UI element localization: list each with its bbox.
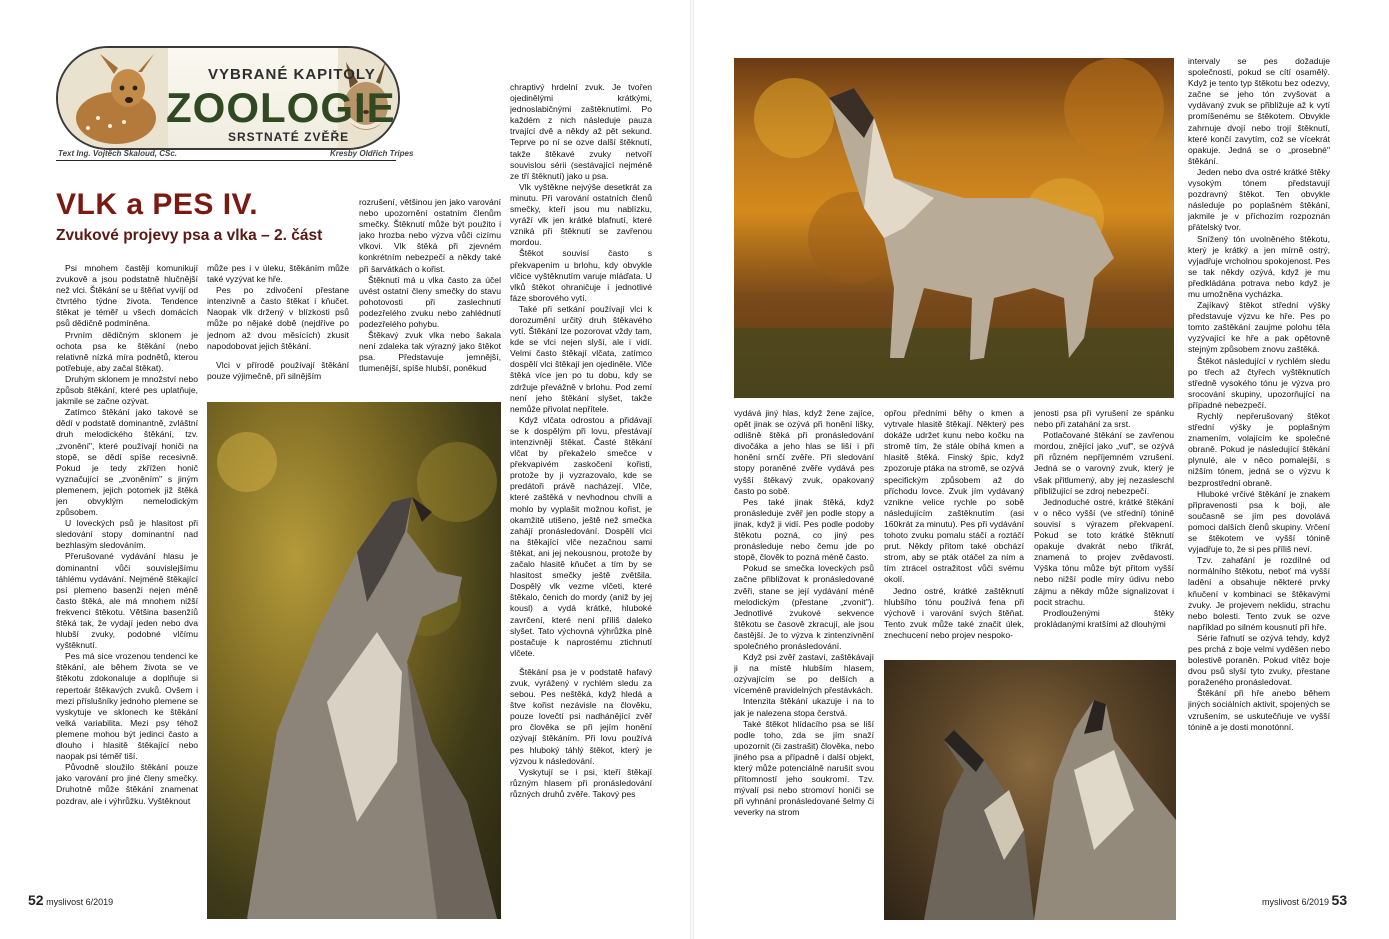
article-subheadline: Zvukové projevy psa a vlka – 2. část xyxy=(56,227,323,244)
paragraph: Pes má sice vrozenou tendenci ke štěkání, ale během života se ve štěkotu zdokonaluje a doplňuje si repertoár štěkavých zvuků. Ovšem i mezi příslušníky jednoho plemene se vyskytuje ve sklonech ke štěkání velká variabilita. Mezi psy téhož plemene mohou být jedinci často a dlouho i hlasitě štěkající nebo naopak psi téměř tiší. xyxy=(56,651,198,762)
paragraph: Prodlouženými štěky prokládanými kratšími až dlouhými xyxy=(1034,607,1174,629)
paragraph: vydává jiný hlas, když žene zajíce, opět jinak se ozývá při honění lišky, odlišně štěká při pronásledování divočáka a jeho hlas se liší i při honění srnčí zvěře. Při sledování stopy poraněné zvěře vydává pes vyšší štěkavý zvuk, opakovaný často po sobě. xyxy=(734,408,874,496)
text-column-2 xyxy=(207,263,349,397)
left-page xyxy=(0,0,690,939)
paragraph: Původně sloužilo štěkání pouze jako varování pro jiné členy smečky. Druhotně může štěkání znamenat pozdrav, ale i výhrůžku. Vyštěknout xyxy=(56,762,198,806)
paragraph: Potlačované štěkání se zavřenou mordou, znějící jako „vuf", se ozývá při různém nepříjemném vzrušení. Jedná se o varovný zvuk, který je však přitlumený, aby jej nezasleschl přibližující se zdroj nebezpečí. xyxy=(1034,430,1174,496)
right-page xyxy=(694,0,1389,939)
paragraph: jenosti psa při vyrušení ze spánku nebo při zatahání za srst. xyxy=(1034,408,1174,430)
wolf-silhouette xyxy=(207,402,501,919)
text-column-1 xyxy=(56,263,198,885)
banner-title: ZOOLOGIE xyxy=(166,84,396,131)
howling-wolf-photo xyxy=(207,402,501,919)
text-column-8 xyxy=(1188,56,1330,882)
paragraph: Rychlý nepřerušovaný štěkot střední výšky je poplašným znamením, volajícím ke společné obraně. Pokud je následující štěkání plynulé, ale v něco pomalejší, s nižším tónem, jedná se o výzvu k bezprostřední obraně. xyxy=(1188,411,1330,488)
paragraph: Jeden nebo dva ostré krátké štěky vysokým tónem představují pozdravný štěkot. Ten obvykle následuje po poplašném štěkání, jakmile je v příchozím rozpoznán přátelský tvor. xyxy=(1188,166,1330,233)
paragraph: Tzv. zahafání je rozdílné od normálního štěkotu, neboť má vyšší ladění a obsahuje některé prvky kňučení v kombinaci se štěkavými zvuky. Je projevem neklidu, strachu nebo bolesti. Tento zvuk se ozve například po silném kousnutí při hře. xyxy=(1188,555,1330,632)
paragraph: Štěkání psa je v podstatě hafavý zvuk, vyrážený v rychlém sledu za sebou. Pes neštěká, když hledá a štve kořist nezávisle na člověku, pouze lovečtí psi nadhánějící zvěř pro člověka se při jejím honění ozývají štěkáním. Při lovu používá pes hluboký táhlý štěkot, který je výzvou k následování. xyxy=(510,666,652,766)
author-credit: Text Ing. Vojtěch Škaloud, CSc. xyxy=(58,149,177,158)
article-headline: VLK a PES IV. xyxy=(56,188,259,221)
section-banner xyxy=(56,46,400,150)
paragraph: Jednoduché ostré, krátké štěkání v o něco vyšší (ve střední) tónině souvisí s výrazem překvapení. Pokud se toto krátké štěknutí opakuje dvakrát nebo třikrát, znamená to projev zvědavosti. Výška tónu může být přitom vyšší nebo nižší podle míry údivu nebo zájmu a někdy může signalizovat i pocit strachu. xyxy=(1034,496,1174,607)
paragraph: Intenzita štěkání ukazuje i na to jak je nalezena stopa čerstvá. xyxy=(734,696,874,718)
page-number: 52 xyxy=(28,892,44,908)
paragraph: může pes i v úleku, štěkáním může také vyzývat ke hře. xyxy=(207,263,349,285)
banner-subtitle: VYBRANÉ KAPITOLY xyxy=(208,66,376,83)
magazine-issue: myslivost 6/2019 xyxy=(1262,897,1330,907)
wolf-silhouette xyxy=(734,58,1174,398)
paragraph: Přerušované vydávání hlasu je dominantní vůči souvislejšímu táhlému vydávání. Nejméně štěkající psí plemeno basenži nejen méně často štěká, ale má mnohem nižší frekvenci štěkotu. Většina basenžíů štěká tak, že vydají jeden nebo dva hlubší zvuky, podobné vlčímu vyštěknutí. xyxy=(56,551,198,651)
paragraph: intervaly se pes dožaduje společnosti, pokud se cítí osamělý. Když je tento typ štěkotu bez odezvy, začne se jeho tón zvyšovat a vydávaný zvuk se přibližuje až k vytí promíšenému se štěkotem. Obvykle zahrnuje dvojí nebo trojí štěknutí, které končí zavytím, což se vícekrát opakuje. Jedná se o „prosebné" štěkání. xyxy=(1188,56,1330,166)
paragraph: Když psi zvěř zastaví, zaštěkávají ji na místě hlubším hlasem, ozývajícím se po delších a víceméně pravidelných přestávkách. xyxy=(734,652,874,696)
text-column-7 xyxy=(1034,408,1174,658)
magazine-issue: myslivost 6/2019 xyxy=(46,897,114,907)
paragraph: rozrušení, většinou jen jako varování nebo upozornění ostatním členům smečky. Štěknutí může být použito i jako hrozba nebo výzva vůči cizímu vlkovi. Vlk štěká při zjevném konkrétním nebezpečí a někdy také při šarvátkách o kořist. xyxy=(359,197,501,274)
left-folio xyxy=(28,892,113,908)
paragraph: Také při setkání používají vlci k dorozumění určitý druh štěkavého vytí. Štěkání lze pozorovat vždy tam, kde se vlci nejen slyší, ale i vidí. Velmi často štěkají vlčata, zatímco dospělí vlci štěkají jen ojediněle. Vlče štěká více jen po tu dobu, kdy se zdržuje převážně v brlohu. Pod zemí není jeho štěkání slyšet, takže nemůže přivolat nepřítele. xyxy=(510,303,652,414)
paragraph: Vlci v přírodě používají štěkání pouze výjimečně, při silnějším xyxy=(207,359,349,381)
paragraph: Druhým sklonem je množství nebo způsob štěkání, které pes uplatňuje, jakmile se začne ozývat. xyxy=(56,373,198,407)
text-column-5 xyxy=(734,408,874,884)
paragraph: Vlk vyštěkne nejvýše desetkrát za minutu. Při varování ostatních členů smečky, kteří jsou mu nablízku, vyráží vlk jen krátké blafnutí, které vzniká při štěknutí se zavřenou mordou. xyxy=(510,181,652,248)
text-column-4 xyxy=(510,82,652,882)
paragraph: Také štěkot hlídacího psa se liší podle toho, zda se jím snaží upozornit (či zastrašit) člověka, nebo jiného psa a případně i další objekt, který může potenciálně narušit svou přítomností jeho soukromí. Tzv. mývalí psi nebo stromoví honiči se při vyhnání pronásledované šelmy či veverky na strom xyxy=(734,718,874,818)
page-number: 53 xyxy=(1331,892,1348,908)
banner-subtitle-secondary: SRSTNATÉ ZVĚŘE xyxy=(228,130,350,144)
paragraph: Štěkání při hře anebo během jiných sociálních aktivit, spojených se vzrušením, se uskutečňuje ve vyšší tónině a je dosti monotónní. xyxy=(1188,688,1330,732)
paragraph: opřou předními běhy o kmen a vytrvale hlasitě štěkají. Některý pes dokáže udržet kunu nebo kočku na stromě tím, že stále obíhá kmen a hlasitě štěká. Finský špic, když zpozoruje ptáka na stromě, se ozývá specifickým způsobem až do příchodu lovce. Zvuk jím vydávaný vznikne velice rychle po sobě následujícím zaštěknutím (asi 160krát za minutu). Pes při vydávání tohoto zvuku pomalu stáčí a roztáčí prut. Někdy přitom také obchází strom, aby se pták otáčel za ním a tím ztrácel ostražitost vůči svému okolí. xyxy=(884,408,1024,585)
paragraph: Štěkavý zvuk vlka nebo šakala není zdaleka tak výrazný jako štěkot psa. Představuje jemnější, tlumenější, spíše hlubší, poněkud xyxy=(359,330,501,374)
right-folio xyxy=(1262,892,1347,908)
wolf-howling-autumn-photo xyxy=(734,58,1174,398)
paragraph: Snížený tón uvolněného štěkotu, který je krátký a jen mírně ostrý, vyjadřuje vrcholnou spokojenost. Pes se tak někdy ozývá, když je mu předkládána potrava nebo když je mu umožněna vycházka. xyxy=(1188,233,1330,299)
paragraph: Jedno ostré, krátké zaštěknutí hlubšího tónu používá fena při výchově i varování svých štěňat. Tento zvuk může také značit úlek, znechucení nebo projev nespoko- xyxy=(884,585,1024,640)
divider xyxy=(56,160,396,161)
text-column-6 xyxy=(884,408,1024,658)
paragraph: Zatímco štěkání jako takové se dědí v podstatě dominantně, zvláštní druh melodického štěkání, tzv. „zvonění", které používají honiči na stopě, se dědí spíše recesivně. Pokud je tedy zkřížen honič vyznačující se „zvoněním" s jiným plemenem, jejich potomek již štěká jen obvyklým nemelodickým způsobem. xyxy=(56,407,198,518)
illustrator-credit: Kresby Oldřich Tripes xyxy=(330,149,414,158)
fawn-illustration xyxy=(58,48,168,148)
paragraph: U loveckých psů je hlasitost při sledování stopy dominantní nad bezhlasým sledováním. xyxy=(56,518,198,551)
two-wolves-howling-photo xyxy=(884,660,1176,920)
paragraph: Zajíkavý štěkot střední výšky představuje výzvu ke hře. Pes po tomto zaštěkání zaujme polohu těla vyzývající ke hře a pak opětovně stejným způsobem znovu zaštěká. xyxy=(1188,300,1330,355)
wolves-silhouette xyxy=(884,660,1176,920)
paragraph: Hluboké vrčivé štěkání je znakem připravenosti psa k boji, ale současně se jím pes dovolává pomoci dalších členů skupiny. Vrčení se štěkotem ve vyšší tónině vyjadřuje to, že si pes příliš neví. xyxy=(1188,488,1330,555)
paragraph: Když vlčata odrostou a přidávají se k dospělým při lovu, přestávají intenzivněji štěkat. Časté štěkání vlčat by překaželo smečce v překvapivém zaskočení kořisti, protože by ji vyzrazovalo, kde se predátoři právě nacházejí. Vlče, které zaštěká v nevhodnou chvíli a mohlo by vyplašit možnou kořist, je okamžitě utišeno, ještě než smečka zahájí pronásledování. Dospělí vlci na štěkající vlče nezačnou sami štěkat, ani jej nekousnou, protože by začalo hlasitě kňučet a tím by se hlasitost smečky ještě zvětšila. Dospělý vlk vezme vlčeti, které štěkalo, čenich do mordy (aniž by jej kousl) a vydá krátké, hluboké zavrčení, které není příliš daleko slyšet. Tato výchovná výhrůžka plně postačuje k naprostému ztichnutí vlčete. xyxy=(510,414,652,658)
paragraph: Štěknutí má u vlka často za účel uvést ostatní členy smečky do stavu pohotovosti při zaslechnutí podezřelého zvuku nebo zahlédnutí podezřelého pohybu. xyxy=(359,274,501,330)
paragraph: Psi mnohem častěji komunikují zvukově a jsou podstatně hlučnější než vlci. Štěkání se u štěňat vyvíjí od čtvrtého týdne života. Tendence štěkat je téměř u všech domácích psů dědičně podmíněna. xyxy=(56,263,198,329)
paragraph: Pes po zdivočení přestane intenzivně a často štěkat i kňučet. Naopak vlk držený v blízkosti psů může po nějaké době (nejdříve po jednom až dvou měsících) zkusit napodobovat jejich štěkání. xyxy=(207,285,349,351)
paragraph: Štěkot následující v rychlém sledu po třech až čtyřech vyštěknutích středně vysokého tónu je výzva pro srocování skupiny, upozorňující na případné nebezpečí. xyxy=(1188,355,1330,410)
paragraph: Pokud se smečka loveckých psů začne přibližovat k pronásledované zvěři, stane se její vydávání méně melodickým (přestane „zvonit"). Jednotlivé zvukové sekvence štěkotu se časově zkracují, ale jsou častější. Je to výzva k zintenzivnění společného pronásledování. xyxy=(734,563,874,651)
paragraph: Vyskytují se i psi, kteří štěkají různým hlasem při pronásledování různých druhů zvěře. Takový pes xyxy=(510,766,652,799)
paragraph: Prvním dědičným sklonem je ochota psa ke štěkání (nebo relativně nízká míra podnětů, kterou potřebuje, aby začal štěkat). xyxy=(56,329,198,373)
paragraph: Série řafnutí se ozývá tehdy, když pes prchá z boje velmi vyděšen nebo bolestivě poraněn. Pokud vítěz boje dvou psů slyší tyto zvuky, přestane poraženého pronásledovat. xyxy=(1188,632,1330,688)
paragraph: chraptivý hrdelní zvuk. Je tvořen ojedinělými krátkými, jednoslabičnými zaštěknutími. Po každém z nich následuje pauza trvající dvě a někdy až pět sekund. Teprve po ní se ozve další štěknutí, takže štěkavé zvuky netvoří souvislou sérii (sestávající nejméně ze tří štěknutí) jako u psa. xyxy=(510,82,652,181)
text-column-3 xyxy=(359,197,501,397)
paragraph: Štěkot souvisí často s překvapením u brlohu, kdy obvykle vlčice vyštěknutím varuje mláďata. U vlků štěkot ohraničuje i jednotlivé fáze sborového vytí. xyxy=(510,248,652,303)
paragraph: Pes také jinak štěká, když pronásleduje zvěř jen podle stopy a jinak, když ji vidí. Pes podle podoby štěkotu pozná, co jiný pes pronásleduje nebo čemu jde po stopě, člověk to pozná méně často. xyxy=(734,496,874,563)
